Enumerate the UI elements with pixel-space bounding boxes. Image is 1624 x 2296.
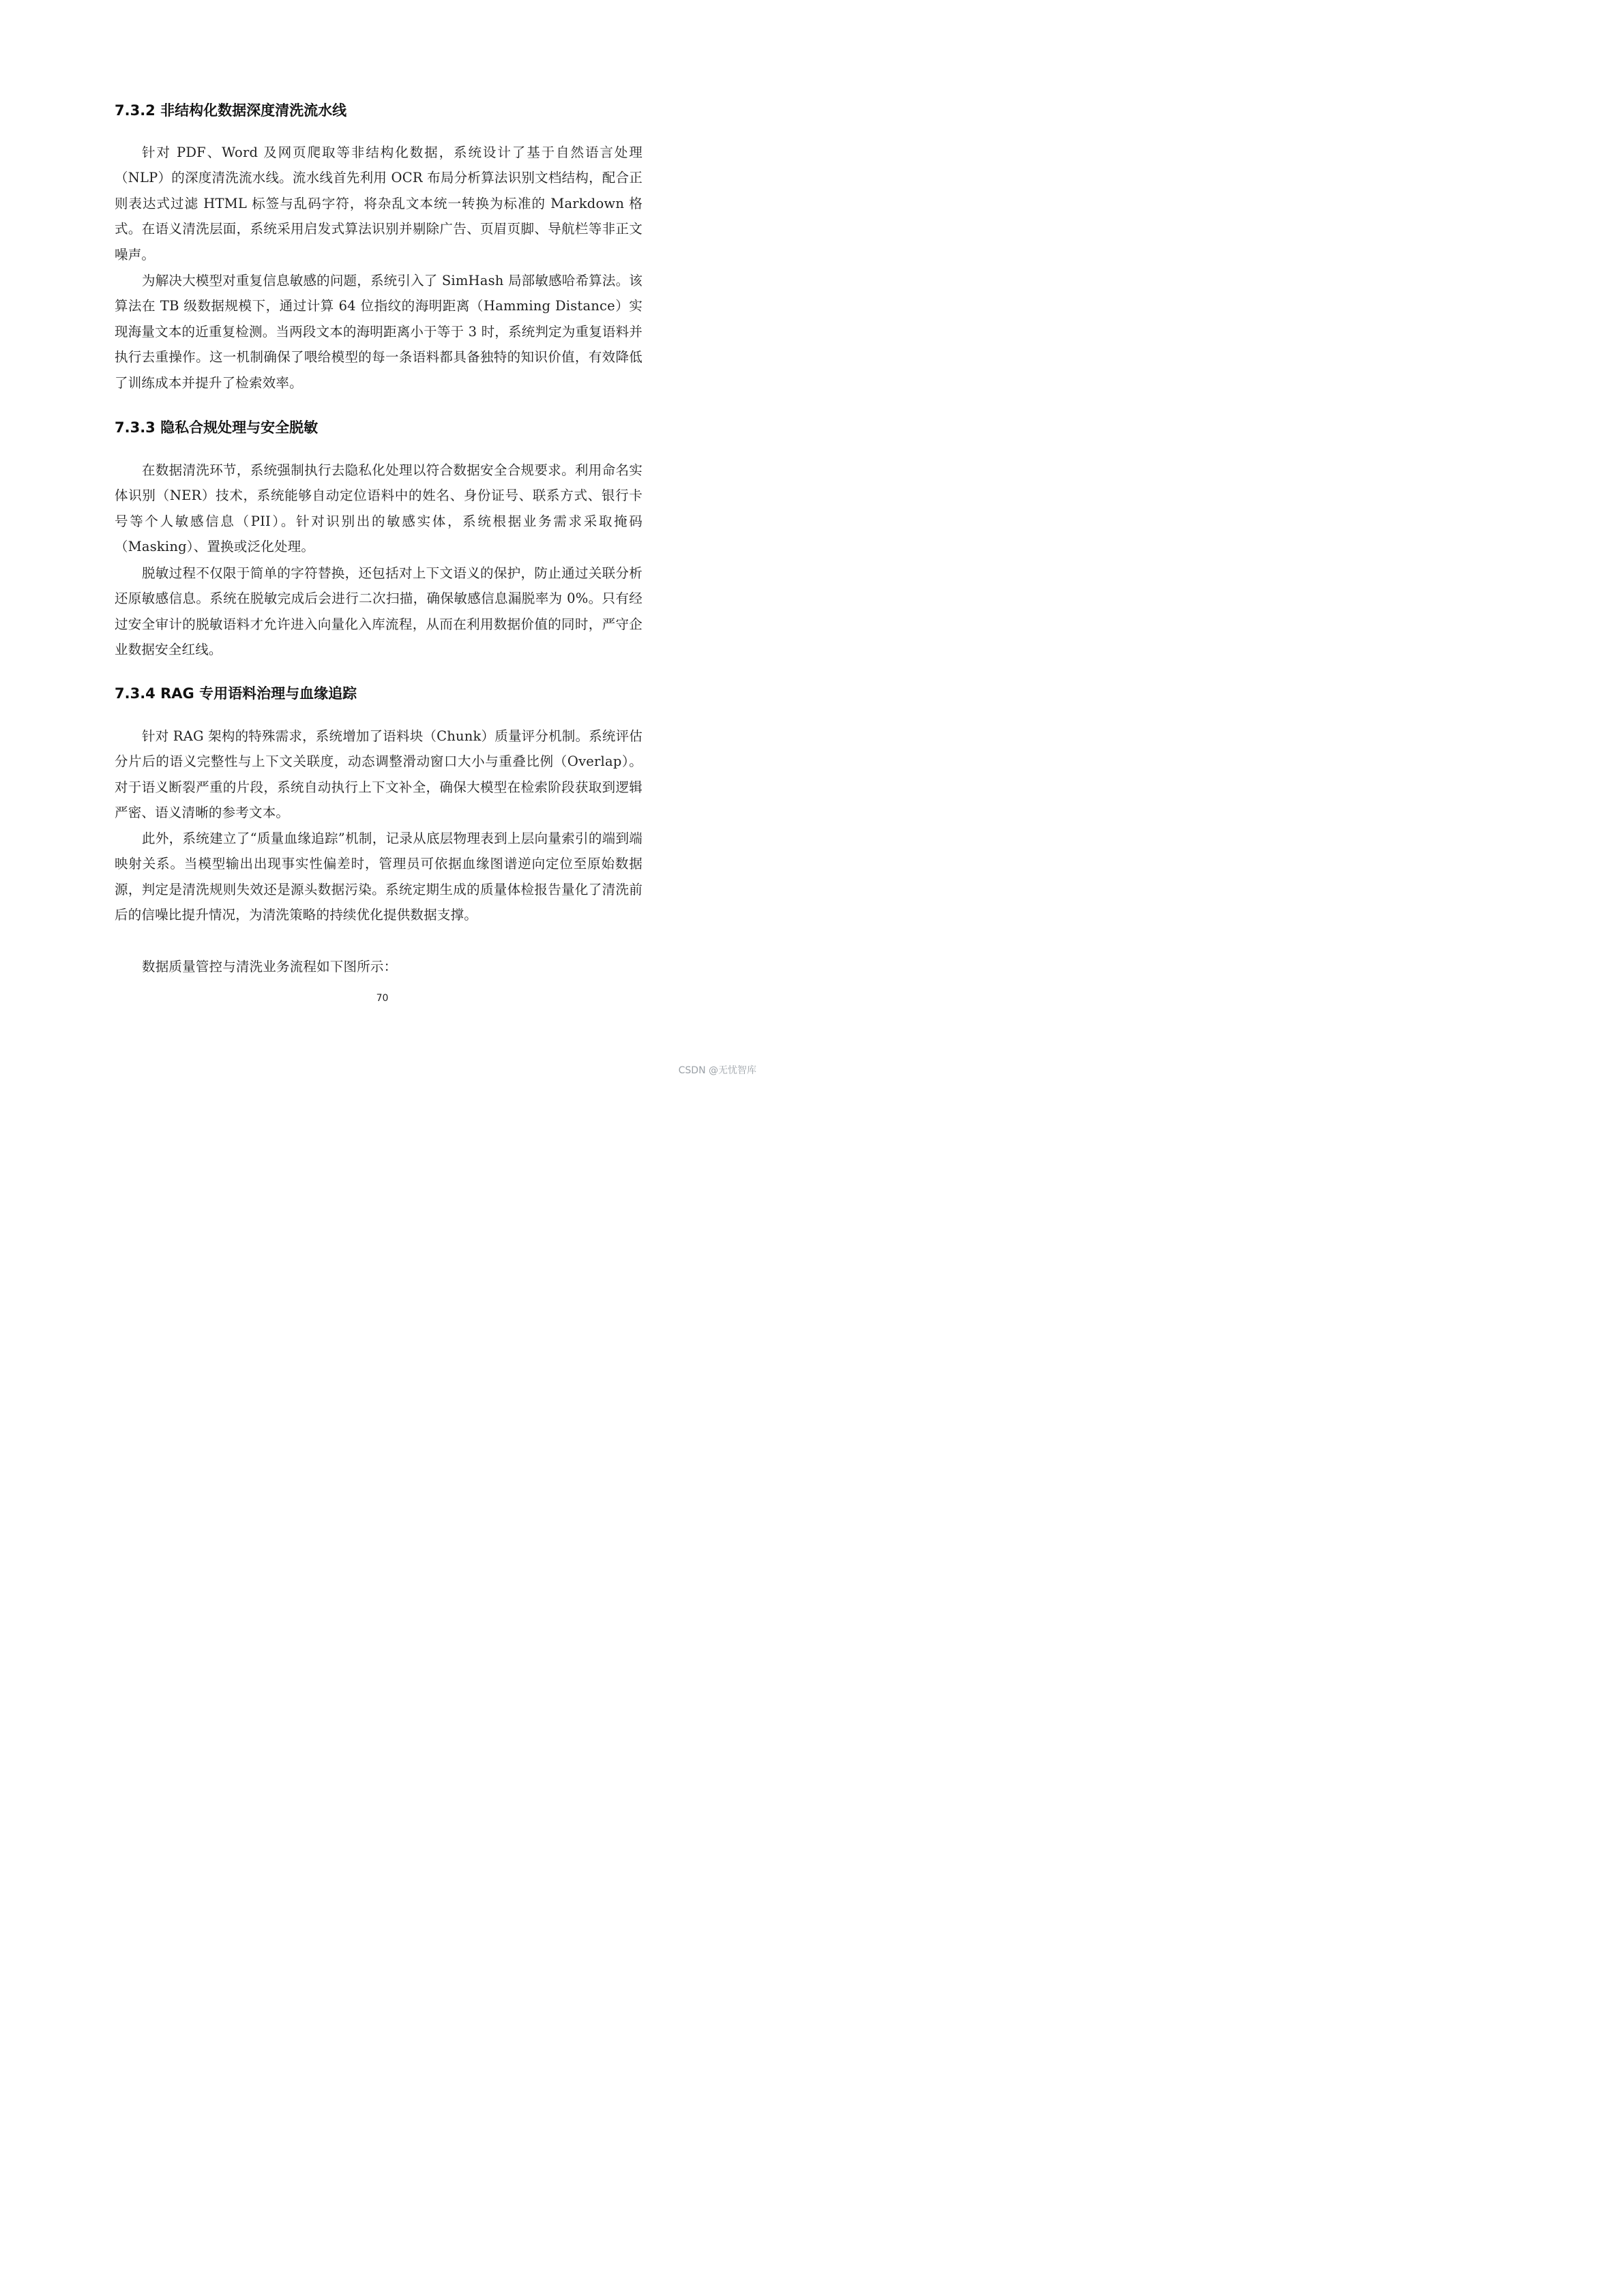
paragraph-7-3-2-2: 为解决大模型对重复信息敏感的问题，系统引入了 SimHash 局部敏感哈希算法。该算法在 TB 级数据规模下，通过计算 64 位指纹的海明距离（Hamming Distance）实现海量文本的近重复检测。当两段文本的海明距离小于等于 3 时，系统判定为重复语料并执行去重操作。这一机制确保了喂给模型的每一条语料都具备独特的知识价值，有效降低了训练成本并提升了检索效率。 — [115, 273, 643, 391]
paragraph-7-3-4-1: 针对 RAG 架构的特殊需求，系统增加了语料块（Chunk）质量评分机制。系统评估分片后的语义完整性与上下文关联度，动态调整滑动窗口大小与重叠比例（Overlap）。对于语义断裂严重的片段，系统自动执行上下文补全，确保大模型在检索阶段获取到逻辑严密、语义清晰的参考文本。 — [115, 728, 643, 821]
section-heading-7-3-3: 7.3.3 隐私合规处理与安全脱敏 — [115, 419, 319, 436]
page-number: 70 — [376, 993, 389, 1004]
document-page — [0, 0, 765, 1081]
section-heading-7-3-4: 7.3.4 RAG 专用语料治理与血缘追踪 — [115, 685, 357, 702]
section-heading-7-3-2: 7.3.2 非结构化数据深度清洗流水线 — [115, 102, 347, 119]
paragraph-7-3-3-2: 脱敏过程不仅限于简单的字符替换，还包括对上下文语义的保护，防止通过关联分析还原敏感信息。系统在脱敏完成后会进行二次扫描，确保敏感信息漏脱率为 0%。只有经过安全审计的脱敏语料才允许进入向量化入库流程，从而在利用数据价值的同时，严守企业数据安全红线。 — [115, 565, 643, 658]
paragraph-7-3-2-1: 针对 PDF、Word 及网页爬取等非结构化数据，系统设计了基于自然语言处理（NLP）的深度清洗流水线。流水线首先利用 OCR 布局分析算法识别文档结构，配合正则表达式过滤 HTML 标签与乱码字符，将杂乱文本统一转换为标准的 Markdown 格式。在语义清洗层面，系统采用启发式算法识别并剔除广告、页眉页脚、导航栏等非正文噪声。 — [115, 145, 643, 263]
paragraph-7-3-3-1: 在数据清洗环节，系统强制执行去隐私化处理以符合数据安全合规要求。利用命名实体识别（NER）技术，系统能够自动定位语料中的姓名、身份证号、联系方式、银行卡号等个人敏感信息（PII）。针对识别出的敏感实体，系统根据业务需求采取掩码（Masking）、置换或泛化处理。 — [115, 462, 643, 555]
paragraph-7-3-4-3: 数据质量管控与清洗业务流程如下图所示： — [142, 959, 398, 974]
csdn-watermark: CSDN @无忧智库 — [678, 1065, 756, 1076]
paragraph-7-3-4-2: 此外，系统建立了“质量血缘追踪”机制，记录从底层物理表到上层向量索引的端到端映射关系。当模型输出出现事实性偏差时，管理员可依据血缘图谱逆向定位至原始数据源，判定是清洗规则失效还是源头数据污染。系统定期生成的质量体检报告量化了清洗前后的信噪比提升情况，为清洗策略的持续优化提供数据支撑。 — [115, 831, 643, 923]
